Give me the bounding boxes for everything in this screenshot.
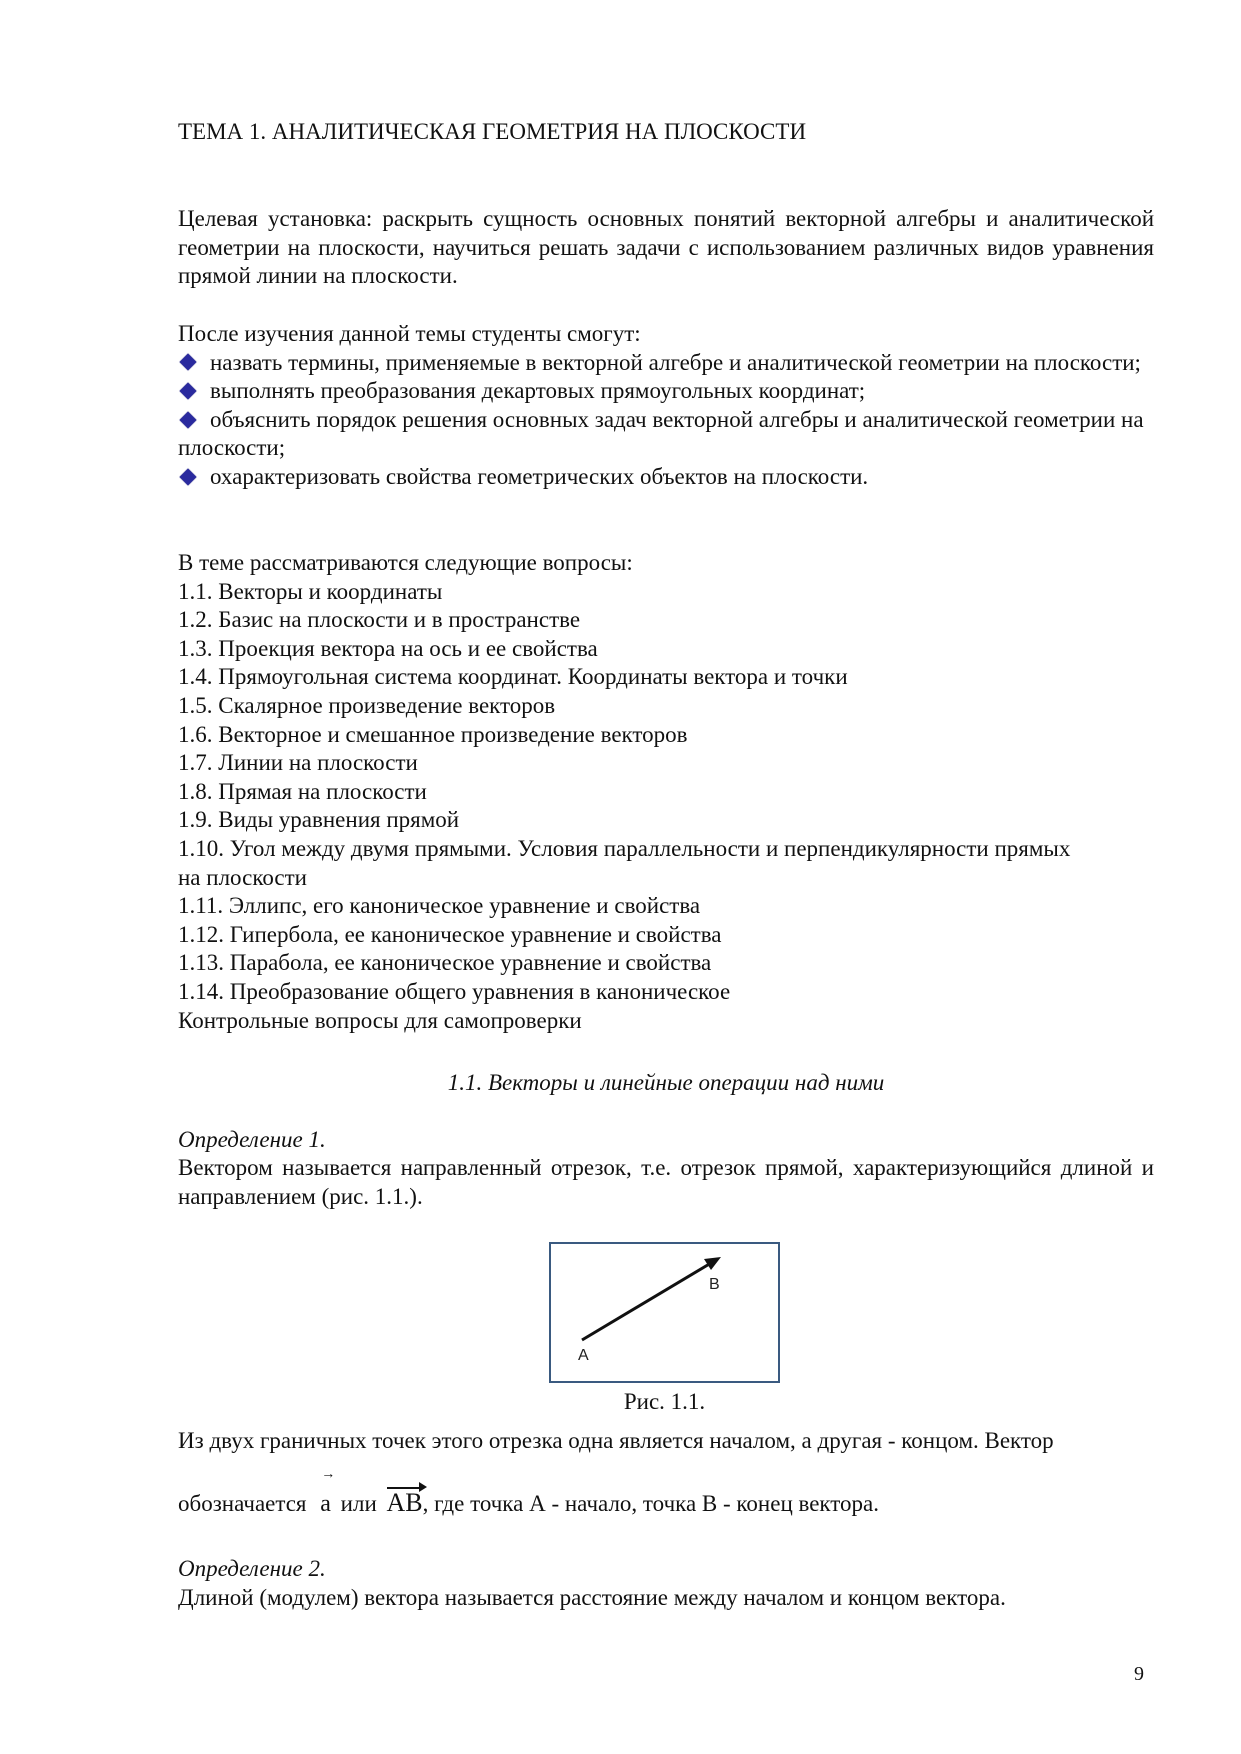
question-item: 1.2. Базис на плоскости и в пространстве bbox=[178, 607, 581, 633]
vector-segment bbox=[582, 1263, 711, 1340]
notation-suffix: , где точка А - начало, точка В - конец вектора. bbox=[422, 1491, 880, 1516]
outcome-text: объяснить порядок решения основных задач векторной алгебры и аналитической геометрии на плоскости; bbox=[178, 406, 1144, 461]
question-item: 1.4. Прямоугольная система координат. Координаты вектора и точки bbox=[178, 664, 848, 690]
point-a-label: A bbox=[578, 1347, 589, 1364]
outcome-text: выполнять преобразования декартовых прямоугольных координат; bbox=[210, 378, 866, 404]
definition-2-label: Определение 2. bbox=[178, 1556, 326, 1581]
notation-paragraph bbox=[178, 1467, 1154, 1519]
question-item: 1.3. Проекция вектора на ось и ее свойства bbox=[178, 635, 598, 661]
question-item: 1.11. Эллипс, его каноническое уравнение и свойства bbox=[178, 893, 701, 919]
vector-arrow-icon: → bbox=[321, 1467, 336, 1482]
definition-1-label: Определение 1. bbox=[178, 1127, 326, 1152]
vector-a-letter: a bbox=[320, 1491, 331, 1517]
questions-intro: В теме рассматриваются следующие вопросы: bbox=[178, 550, 633, 575]
arrowhead-icon bbox=[704, 1257, 721, 1270]
question-item: 1.1. Векторы и координаты bbox=[178, 578, 443, 604]
notation-or: или bbox=[340, 1491, 377, 1516]
questions-block bbox=[178, 549, 1154, 1035]
outcome-text: назвать термины, применяемые в векторной алгебре и аналитической геометрии на плоскости; bbox=[210, 349, 1141, 375]
outcomes-intro: После изучения данной темы студенты смогут: bbox=[178, 321, 641, 346]
outcome-item bbox=[178, 406, 1154, 463]
document-page bbox=[178, 0, 1154, 1754]
definition-1-text: Вектором называется направленный отрезок, т.е. отрезок прямой, характеризующийся длиной и направлением (рис. 1.1.). bbox=[178, 1155, 1154, 1209]
outcome-item bbox=[178, 377, 1154, 406]
question-item: 1.10. Угол между двумя прямыми. Условия параллельности и перпендикулярности прямых на плоскости bbox=[178, 835, 1071, 890]
diamond-bullet-icon bbox=[180, 411, 197, 428]
section-title: 1.1. Векторы и линейные операции над ними bbox=[447, 1070, 885, 1095]
question-item: 1.14. Преобразование общего уравнения в каноническое bbox=[178, 978, 731, 1004]
vector-figure bbox=[549, 1242, 780, 1383]
vector-ab-symbol bbox=[387, 1487, 423, 1516]
outcome-text: охарактеризовать свойства геометрических объектов на плоскости. bbox=[210, 463, 869, 489]
paragraph-endpoints: Из двух граничных точек этого отрезка одна является началом, а другая - концом. Вектор bbox=[178, 1428, 1054, 1453]
outcome-item bbox=[178, 349, 1154, 378]
vector-a-symbol bbox=[320, 1467, 336, 1519]
diamond-bullet-icon bbox=[180, 382, 197, 399]
question-item: 1.6. Векторное и смешанное произведение векторов bbox=[178, 721, 688, 747]
point-b-label: B bbox=[709, 1276, 720, 1293]
overline-arrow-icon bbox=[419, 1482, 427, 1492]
goal-paragraph: Целевая установка: раскрыть сущность основных понятий векторной алгебры и аналитической геометрии на плоскости, научиться решать задачи с использованием различных видов уравнения прямой линии на плоскости. bbox=[178, 206, 1154, 289]
diamond-bullet-icon bbox=[180, 354, 197, 371]
figure-caption: Рис. 1.1. bbox=[623, 1389, 706, 1414]
question-item: 1.9. Виды уравнения прямой bbox=[178, 807, 460, 833]
topic-title: ТЕМА 1. АНАЛИТИЧЕСКАЯ ГЕОМЕТРИЯ НА ПЛОСКОСТИ bbox=[178, 119, 807, 144]
outcomes-block bbox=[178, 320, 1154, 492]
definition-2-text: Длиной (модулем) вектора называется расстояние между началом и концом вектора. bbox=[178, 1585, 1006, 1610]
vector-ab-letters: AB bbox=[386, 1488, 423, 1517]
question-item: 1.5. Скалярное произведение векторов bbox=[178, 692, 556, 718]
page-number: 9 bbox=[1134, 1663, 1144, 1685]
question-item: Контрольные вопросы для самопроверки bbox=[178, 1007, 582, 1033]
question-item: 1.8. Прямая на плоскости bbox=[178, 778, 427, 804]
outcome-item bbox=[178, 463, 1154, 492]
question-item: 1.7. Линии на плоскости bbox=[178, 750, 418, 776]
notation-prefix: обозначается bbox=[178, 1491, 307, 1516]
question-item: 1.13. Парабола, ее каноническое уравнение и свойства bbox=[178, 950, 712, 976]
diamond-bullet-icon bbox=[180, 468, 197, 485]
question-item: 1.12. Гипербола, ее каноническое уравнение и свойства bbox=[178, 921, 722, 947]
